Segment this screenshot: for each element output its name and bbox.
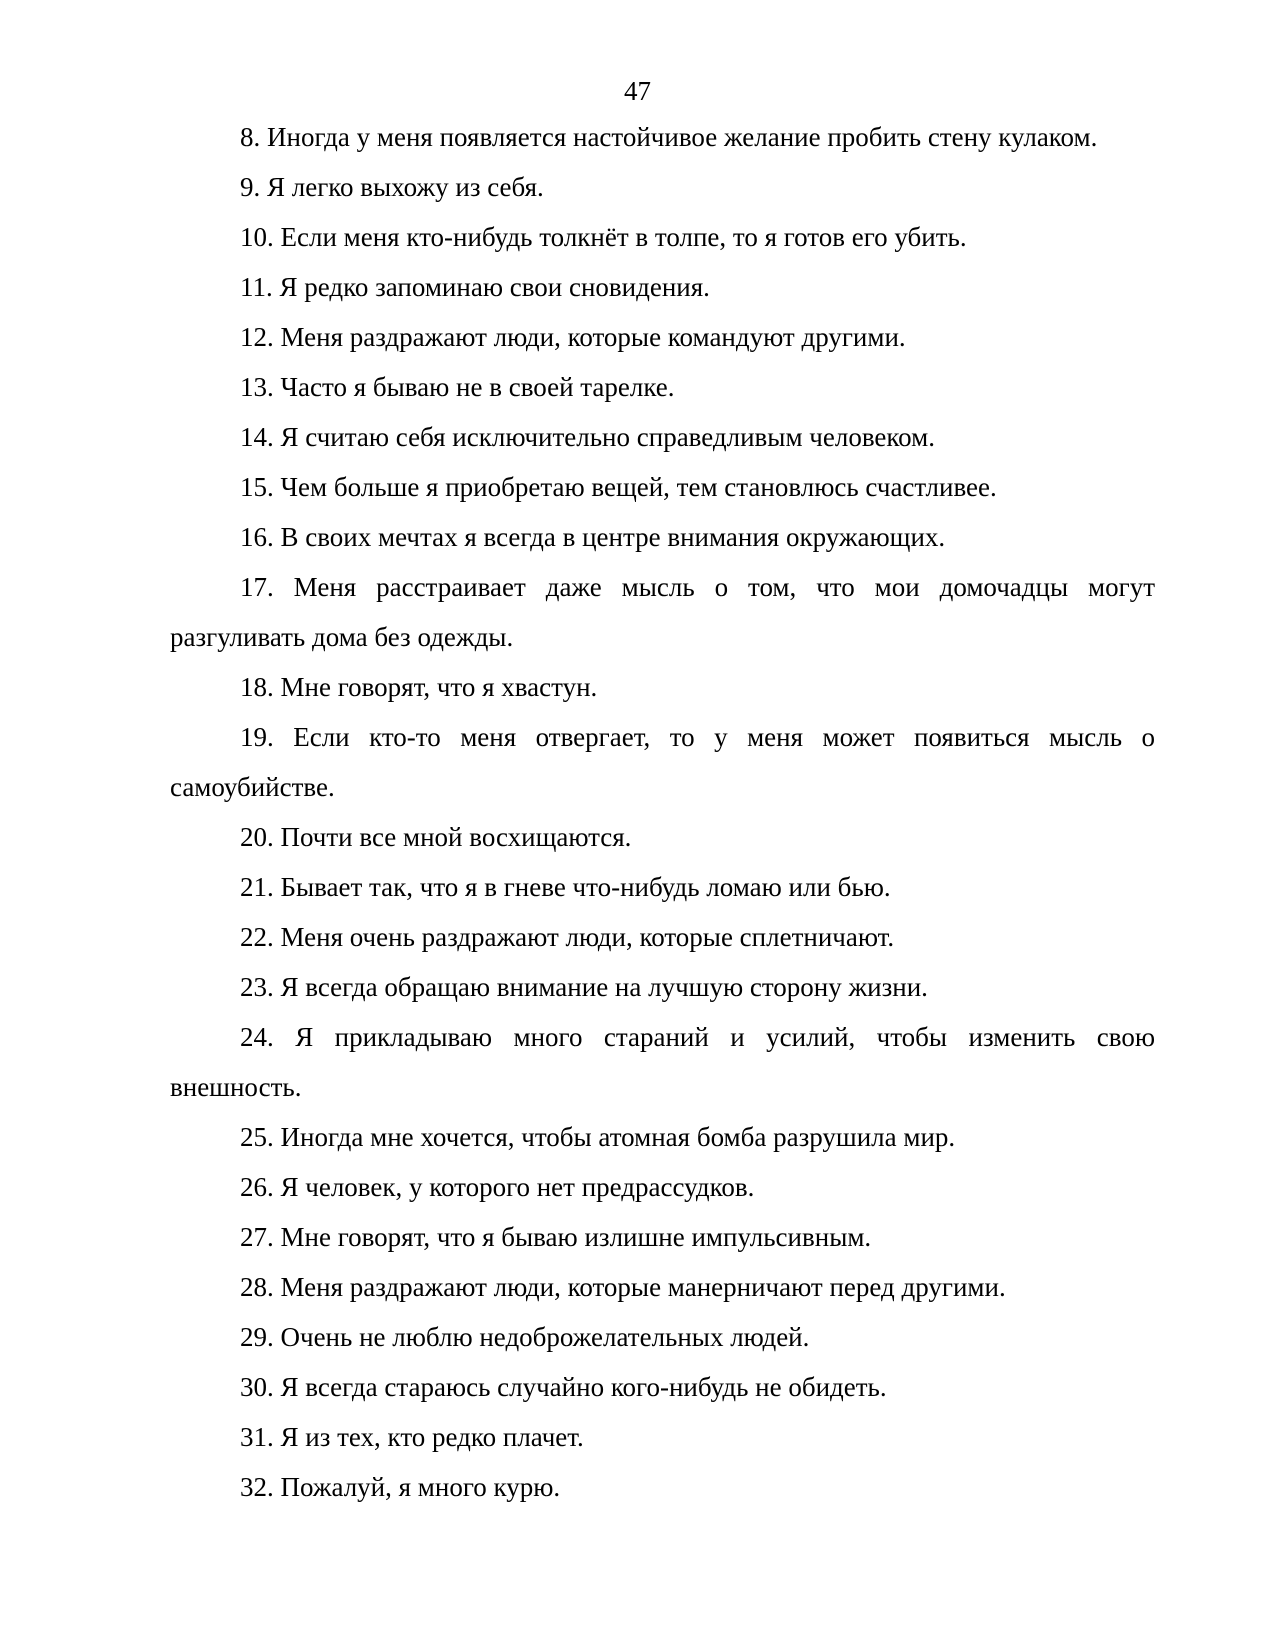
questionnaire-list — [170, 112, 1155, 1512]
list-item: 12. Меня раздражают люди, которые командуют другими. — [240, 322, 906, 352]
list-item: 18. Мне говорят, что я хвастун. — [240, 672, 598, 702]
list-item: 20. Почти все мной восхищаются. — [240, 822, 632, 852]
list-item: 16. В своих мечтах я всегда в центре внимания окружающих. — [240, 522, 946, 552]
list-item: 29. Очень не люблю недоброжелательных людей. — [240, 1322, 810, 1352]
list-item: 11. Я редко запоминаю свои сновидения. — [240, 272, 710, 302]
list-item: 27. Мне говорят, что я бываю излишне импульсивным. — [240, 1222, 872, 1252]
list-item: 32. Пожалуй, я много курю. — [240, 1472, 561, 1502]
list-item: 31. Я из тех, кто редко плачет. — [240, 1422, 584, 1452]
list-item: 23. Я всегда обращаю внимание на лучшую сторону жизни. — [240, 972, 928, 1002]
list-item: 17. Меня расстраивает даже мысль о том, что мои домочадцы могут разгуливать дома без одежды. — [170, 572, 1155, 652]
list-item: 22. Меня очень раздражают люди, которые сплетничают. — [240, 922, 895, 952]
list-item: 26. Я человек, у которого нет предрассудков. — [240, 1172, 755, 1202]
list-item: 21. Бывает так, что я в гневе что-нибудь ломаю или бью. — [240, 872, 891, 902]
list-item: 14. Я считаю себя исключительно справедливым человеком. — [240, 422, 935, 452]
list-item: 25. Иногда мне хочется, чтобы атомная бомба разрушила мир. — [240, 1122, 956, 1152]
list-item: 9. Я легко выхожу из себя. — [240, 172, 544, 202]
page-number: 47 — [624, 76, 651, 106]
list-item: 15. Чем больше я приобретаю вещей, тем становлюсь счастливее. — [240, 472, 997, 502]
list-item: 10. Если меня кто-нибудь толкнёт в толпе, то я готов его убить. — [240, 222, 967, 252]
list-item: 8. Иногда у меня появляется настойчивое желание пробить стену кулаком. — [240, 122, 1098, 152]
list-item: 24. Я прикладываю много стараний и усилий, чтобы изменить свою внешность. — [170, 1022, 1155, 1102]
list-item: 28. Меня раздражают люди, которые манерничают перед другими. — [240, 1272, 1006, 1302]
list-item: 13. Часто я бываю не в своей тарелке. — [240, 372, 675, 402]
list-item: 19. Если кто-то меня отвергает, то у меня может появиться мысль о самоубийстве. — [170, 722, 1155, 802]
list-item: 30. Я всегда стараюсь случайно кого-нибудь не обидеть. — [240, 1372, 887, 1402]
